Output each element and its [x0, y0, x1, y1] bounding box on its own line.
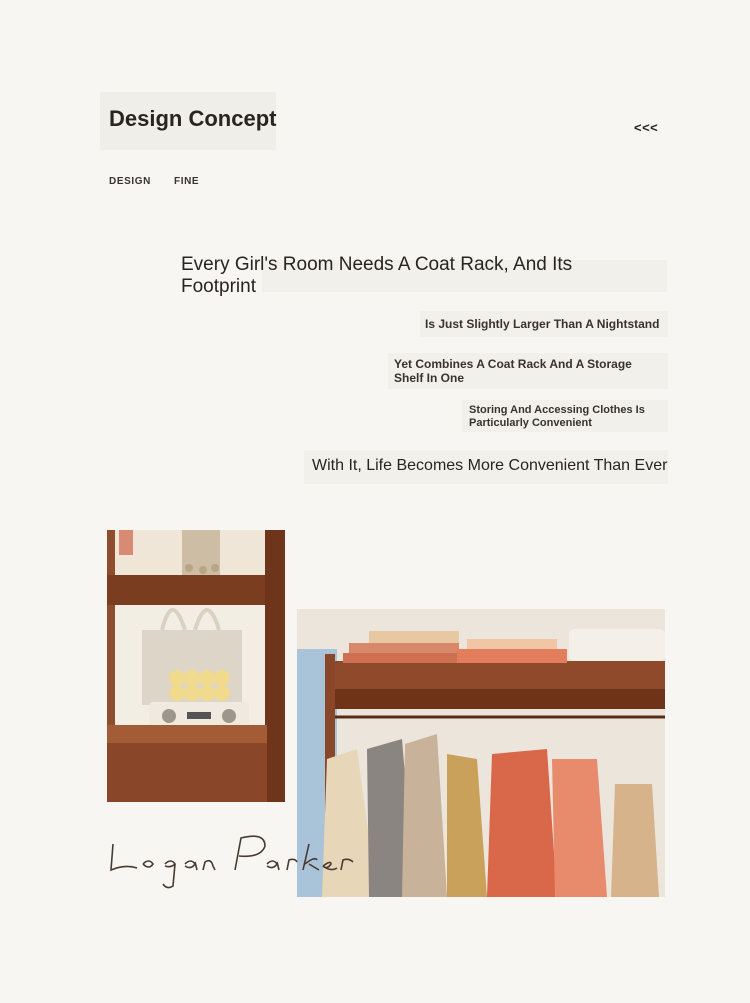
copy-line-1: Is Just Slightly Larger Than A Nightstand: [425, 317, 660, 331]
page-title: Design Concept: [109, 106, 277, 131]
copy-line-2: Yet Combines A Coat Rack And A Storage Shelf In One: [394, 357, 632, 385]
copy-line-4: With It, Life Becomes More Convenient Than Ever: [312, 457, 668, 474]
signature-image: [105, 830, 365, 894]
back-arrows-icon[interactable]: <<<: [634, 120, 659, 135]
tag-design: DESIGN: [109, 176, 151, 187]
tag-fine: FINE: [174, 176, 200, 187]
headline: Every Girl's Room Needs A Coat Rack, And Its Footprint: [181, 254, 573, 297]
copy-line-3: Storing And Accessing Clothes Is Particularly Convenient: [469, 404, 645, 429]
shelf-detail-photo: [107, 530, 285, 802]
